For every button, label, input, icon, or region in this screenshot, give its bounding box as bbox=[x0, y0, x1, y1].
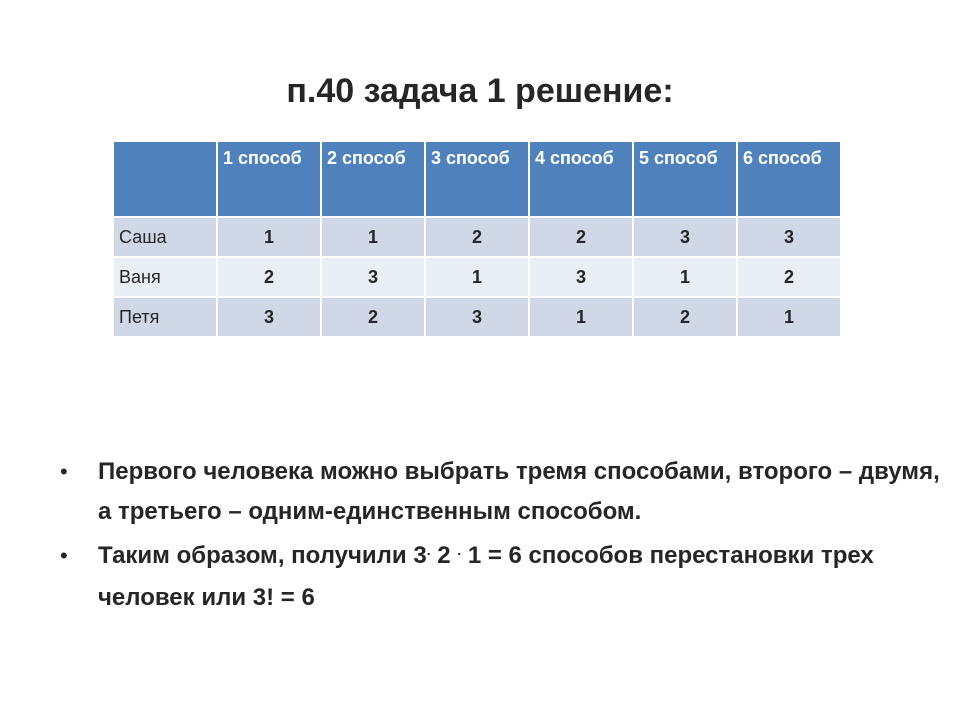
bullet-marker: • bbox=[60, 543, 68, 568]
table-row bbox=[113, 217, 841, 257]
bullet-text-part: Таким образом, получили 3 bbox=[98, 542, 427, 569]
bullet-text-part: 2 bbox=[430, 542, 458, 569]
multiplication-dot: . bbox=[457, 542, 462, 558]
table-cell: 2 bbox=[633, 297, 737, 337]
table-header-cell: 1 способ bbox=[217, 141, 321, 217]
table-header-cell: 2 способ bbox=[321, 141, 425, 217]
table-cell: 3 bbox=[217, 297, 321, 337]
table-cell: 1 bbox=[737, 297, 841, 337]
table-cell: 3 bbox=[633, 217, 737, 257]
table-cell: 1 bbox=[425, 257, 529, 297]
bullet-text: Первого человека можно выбрать тремя способами, второго – двумя, а третьего – одним-единственным способом. bbox=[98, 458, 940, 525]
table-cell: 3 bbox=[529, 257, 633, 297]
bullet-list bbox=[60, 452, 940, 622]
table-cell: 1 bbox=[633, 257, 737, 297]
table-cell: 2 bbox=[321, 297, 425, 337]
table-cell: 2 bbox=[529, 217, 633, 257]
multiplication-dot: . bbox=[426, 542, 431, 558]
arrangements-table bbox=[112, 140, 842, 338]
row-name: Саша bbox=[113, 217, 217, 257]
table-header-row bbox=[113, 141, 841, 217]
table-header-cell: 4 способ bbox=[529, 141, 633, 217]
table-header-cell: 5 способ bbox=[633, 141, 737, 217]
bullet-text bbox=[98, 542, 874, 611]
bullet-item bbox=[60, 536, 940, 618]
table-row bbox=[113, 257, 841, 297]
row-name: Петя bbox=[113, 297, 217, 337]
table-cell: 2 bbox=[425, 217, 529, 257]
table-header-cell: 6 способ bbox=[737, 141, 841, 217]
table-cell: 3 bbox=[425, 297, 529, 337]
table-header-cell: 3 способ bbox=[425, 141, 529, 217]
bullet-marker: • bbox=[60, 459, 68, 484]
table-header-corner bbox=[113, 141, 217, 217]
table-row bbox=[113, 297, 841, 337]
bullet-text-part: 1 = 6 способов перестановки трех человек или 3! = 6 bbox=[98, 542, 874, 611]
row-name: Ваня bbox=[113, 257, 217, 297]
table-cell: 2 bbox=[737, 257, 841, 297]
table-cell: 1 bbox=[321, 217, 425, 257]
bullet-item bbox=[60, 452, 940, 532]
table-cell: 3 bbox=[737, 217, 841, 257]
table-cell: 1 bbox=[217, 217, 321, 257]
table-cell: 2 bbox=[217, 257, 321, 297]
table-cell: 3 bbox=[321, 257, 425, 297]
table-cell: 1 bbox=[529, 297, 633, 337]
slide-title: п.40 задача 1 решение: bbox=[286, 72, 674, 110]
